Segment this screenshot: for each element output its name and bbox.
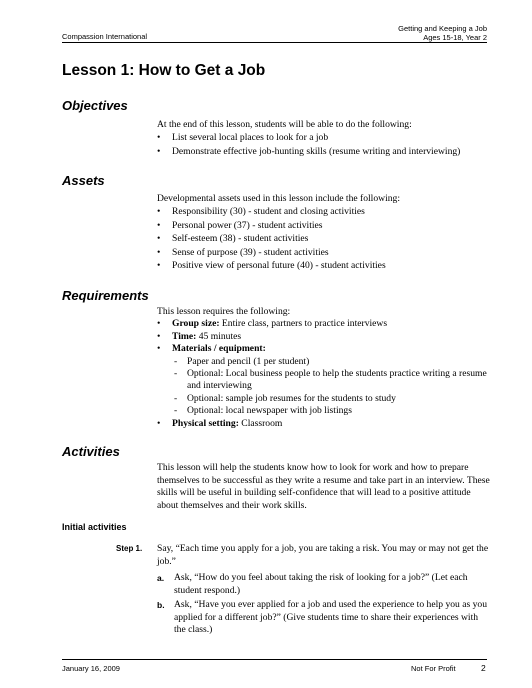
list-item <box>157 599 492 637</box>
assets-list <box>157 205 492 272</box>
group-size-value: Entire class, partners to practice interviews <box>219 318 388 330</box>
activities-heading: Activities <box>62 444 120 459</box>
footer-rule <box>62 659 487 660</box>
objectives-section <box>157 118 492 158</box>
header-course-info <box>398 24 487 42</box>
header-rule <box>62 42 487 43</box>
lesson-title: Lesson 1: How to Get a Job <box>62 62 266 79</box>
materials-label: Materials / equipment: <box>172 343 266 355</box>
setting-label: Physical setting: <box>172 417 239 429</box>
step-text: Say, “Each time you apply for a job, you are taking a risk. You may or may not get the job.” <box>157 543 489 567</box>
assets-intro: Developmental assets used in this lesson include the following: <box>157 193 401 204</box>
list-item: • Sense of purpose (39) - student activities <box>157 246 492 259</box>
header-course-title: Getting and Keeping a Job <box>398 24 487 33</box>
time-label: Time: <box>172 330 197 342</box>
setting-value: Classroom <box>238 417 283 429</box>
list-item: - Optional: sample job resumes for the students to study <box>172 393 492 405</box>
substep-list <box>157 572 492 637</box>
page-number: 2 <box>481 663 486 673</box>
objectives-intro: At the end of this lesson, students will be able to do the following: <box>157 119 412 130</box>
list-item <box>157 418 492 430</box>
list-item: - Paper and pencil (1 per student) <box>172 356 492 368</box>
initial-activities-heading: Initial activities <box>62 522 127 532</box>
list-item <box>157 318 492 330</box>
assets-heading: Assets <box>62 173 105 188</box>
list-item: - Optional: Local business people to help the students practice writing a resume and interviewing <box>172 368 492 393</box>
list-item: • Responsibility (30) - student and closing activities <box>157 205 492 218</box>
list-item <box>157 343 492 417</box>
activities-section <box>157 462 492 512</box>
materials-list <box>172 356 492 418</box>
list-item: • List several local places to look for a job <box>157 131 492 144</box>
footer-date: January 16, 2009 <box>62 664 120 673</box>
requirements-intro: This lesson requires the following: <box>157 306 291 317</box>
requirements-section <box>157 306 492 430</box>
list-item <box>157 572 492 597</box>
step-body <box>157 543 492 639</box>
header-audience: Ages 15-18, Year 2 <box>423 33 487 42</box>
list-item: • Personal power (37) - student activities <box>157 219 492 232</box>
footer-note: Not For Profit <box>411 664 456 673</box>
substep-letter: b. <box>157 600 165 610</box>
substep-text: Ask, “Have you ever applied for a job and used the experience to help you as you applied for a different job?” (Give students time to share their experiences with the class.) <box>174 599 488 635</box>
objectives-heading: Objectives <box>62 98 128 113</box>
list-item: • Positive view of personal future (40) - student activities <box>157 259 492 272</box>
list-item: - Optional: local newspaper with job listings <box>172 405 492 417</box>
substep-text: Ask, “How do you feel about taking the risk of looking for a job?” (Let each student respond.) <box>174 572 468 596</box>
list-item: • Self-esteem (38) - student activities <box>157 232 492 245</box>
requirements-heading: Requirements <box>62 288 149 303</box>
list-item: • Demonstrate effective job-hunting skills (resume writing and interviewing) <box>157 145 492 158</box>
activities-text: This lesson will help the students know how to look for work and how to prepare themselves to be successful as they write a resume and take part in an interview. These skills will be useful in building self-confidence that will lead to a positive attitude about themselves and their work skills. <box>157 462 490 511</box>
time-value: 45 minutes <box>196 330 242 342</box>
assets-section <box>157 192 492 272</box>
group-size-label: Group size: <box>172 318 220 330</box>
substep-letter: a. <box>157 573 165 583</box>
header-organization: Compassion International <box>62 32 148 41</box>
requirements-list <box>157 318 492 430</box>
step-label: Step 1. <box>116 544 143 553</box>
objectives-list <box>157 131 492 158</box>
list-item <box>157 331 492 343</box>
